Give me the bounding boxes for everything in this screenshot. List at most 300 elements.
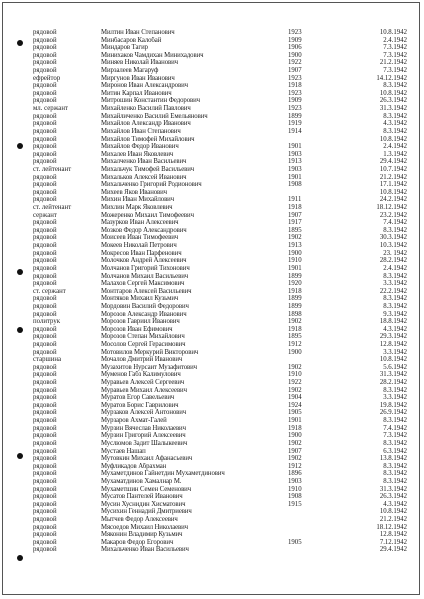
record-row — [33, 75, 417, 83]
record-row — [33, 29, 417, 37]
record-row — [33, 531, 417, 539]
record-death-date: 10.8.1942 — [379, 508, 407, 516]
record-rank: ст. сержант — [33, 287, 66, 295]
record-death-date: 10.7.1942 — [379, 165, 407, 173]
record-birth-year: 1918 — [288, 82, 302, 90]
record-row — [33, 417, 417, 425]
record-name: Макаров Федор Егорович — [101, 538, 174, 546]
record-row — [33, 448, 417, 456]
record-name: Муслюмов Задит Шалыкеевич — [101, 439, 188, 447]
record-death-date: 7.12.1942 — [379, 538, 407, 546]
record-death-date: 8.3.1942 — [383, 417, 407, 425]
record-death-date: 31.3.1942 — [379, 485, 407, 493]
record-death-date: 1.3.1942 — [383, 150, 407, 158]
record-death-date: 4.3.1942 — [383, 120, 407, 128]
record-death-date: 31.3.1942 — [379, 105, 407, 113]
record-row — [33, 52, 417, 60]
record-name: Михальченко Григорий Родионович — [101, 181, 202, 189]
record-name: Минбасаров Калобай — [101, 36, 162, 44]
record-birth-year: 1922 — [288, 379, 302, 387]
record-birth-year: 1923 — [288, 74, 302, 82]
record-death-date: 28.2.1942 — [379, 379, 407, 387]
record-death-date: 4.3.1942 — [383, 500, 407, 508]
record-death-date: 29.4.1942 — [379, 546, 407, 554]
record-row — [33, 402, 417, 410]
record-row — [33, 311, 417, 319]
record-birth-year: 1910 — [288, 257, 302, 265]
record-rank: рядовой — [33, 234, 57, 242]
record-row — [33, 455, 417, 463]
record-row — [33, 90, 417, 98]
record-rank: рядовой — [33, 455, 57, 463]
record-rank: рядовой — [33, 386, 57, 394]
record-rank: рядовой — [33, 371, 57, 379]
record-death-date: 8.3.1942 — [383, 272, 407, 280]
record-row — [33, 470, 417, 478]
record-row — [33, 212, 417, 220]
record-death-date: 8.3.1942 — [383, 295, 407, 303]
record-rank: рядовой — [33, 477, 57, 485]
record-name: Морозов Александр Иванович — [101, 310, 187, 318]
record-row — [33, 318, 417, 326]
record-row — [33, 37, 417, 45]
record-rank: рядовой — [33, 112, 57, 120]
record-name: Михеев Яков Иванович — [101, 188, 167, 196]
record-death-date: 8.3.1942 — [383, 462, 407, 470]
record-death-date: 26.9.1942 — [379, 409, 407, 417]
record-birth-year: 1917 — [288, 219, 302, 227]
record-rank: рядовой — [33, 249, 57, 257]
record-rank: рядовой — [33, 432, 57, 440]
record-rank: рядовой — [33, 219, 57, 227]
record-name: Михайлов Александр Иванович — [101, 120, 191, 128]
record-name: Монтяков Михаил Кузьмич — [101, 295, 179, 303]
record-death-date: 7.3.1942 — [383, 67, 407, 75]
record-rank: рядовой — [33, 120, 57, 128]
record-rank: рядовой — [33, 538, 57, 546]
record-birth-year: 1923 — [288, 89, 302, 97]
record-name: Мусин Хуснидин Хисматович — [101, 500, 186, 508]
record-row — [33, 394, 417, 402]
record-rank: рядовой — [33, 394, 57, 402]
record-death-date: 24.2.1942 — [379, 196, 407, 204]
record-birth-year: 1895 — [288, 333, 302, 341]
record-name: Муратов Егор Савельевич — [101, 394, 175, 402]
record-row — [33, 349, 417, 357]
record-name: Милтин Иван Степанович — [101, 29, 175, 36]
record-birth-year: 1903 — [288, 165, 302, 173]
record-rank: мл. сержант — [33, 105, 68, 113]
record-row — [33, 174, 417, 182]
record-death-date: 17.1.1942 — [379, 181, 407, 189]
record-name: Мордовин Василий Федорович — [101, 302, 189, 310]
record-death-date: 2.4.1942 — [383, 143, 407, 151]
record-row — [33, 151, 417, 159]
record-name: Мурзин Григорий Алексеевич — [101, 432, 186, 440]
record-row — [33, 44, 417, 52]
record-row — [33, 516, 417, 524]
record-name: Морозов Гавриил Иванович — [101, 318, 180, 326]
record-birth-year: 1911 — [288, 196, 302, 204]
record-death-date: 19.8.1942 — [379, 401, 407, 409]
record-name: Мусатов Пантелей Иванович — [101, 493, 183, 501]
binder-hole — [17, 453, 23, 459]
record-rank: рядовой — [33, 333, 57, 341]
record-death-date: 21.2.1942 — [379, 173, 407, 181]
record-birth-year: 1910 — [288, 371, 302, 379]
record-name: Мухаметдинов Гайнетдин Мухаметдинович — [101, 470, 225, 478]
record-row — [33, 82, 417, 90]
record-rank: рядовой — [33, 51, 57, 59]
record-birth-year: 1904 — [288, 394, 302, 402]
record-birth-year: 1906 — [288, 44, 302, 52]
record-row — [33, 280, 417, 288]
record-death-date: 29.3.1942 — [379, 333, 407, 341]
record-death-date: 18.8.1942 — [379, 318, 407, 326]
record-row — [33, 113, 417, 121]
record-rank: рядовой — [33, 500, 57, 508]
record-row — [33, 425, 417, 433]
record-name: Мясоедов Михаил Николаевич — [101, 523, 188, 531]
record-death-date: 28.2.1942 — [379, 257, 407, 265]
record-birth-year: 1918 — [288, 325, 302, 333]
record-name: Муравьев Алексей Сергеевич — [101, 379, 185, 387]
record-name: Мосолов Сергей Герасимович — [101, 340, 186, 348]
record-death-date: 10.8.1942 — [379, 135, 407, 143]
record-row — [33, 524, 417, 532]
record-death-date: 18.12.1942 — [376, 523, 407, 531]
record-row — [33, 326, 417, 334]
record-birth-year: 1899 — [288, 295, 302, 303]
record-death-date: 8.3.1942 — [383, 470, 407, 478]
record-name: Морозов Степан Михайлович — [101, 333, 185, 341]
record-name: Муратов Борис Гаврилович — [101, 401, 179, 409]
record-row — [33, 181, 417, 189]
record-death-date: 6.3.1942 — [383, 447, 407, 455]
record-name: Митрошин Константин Федорович — [101, 97, 200, 105]
record-birth-year: 1899 — [288, 112, 302, 120]
record-rank: рядовой — [33, 242, 57, 250]
record-row — [33, 105, 417, 113]
record-row — [33, 478, 417, 486]
record-birth-year: 1908 — [288, 493, 302, 501]
record-birth-year: 1923 — [288, 29, 302, 36]
record-death-date: 8.3.1942 — [383, 477, 407, 485]
record-row — [33, 158, 417, 166]
record-name: Мустаев Нашап — [101, 447, 146, 455]
record-name: Моисеев Иван Тимофеевич — [101, 234, 179, 242]
record-birth-year: 1900 — [288, 51, 302, 59]
record-birth-year: 1900 — [288, 432, 302, 440]
record-death-date: 3.3.1942 — [383, 394, 407, 402]
record-rank: рядовой — [33, 363, 57, 371]
record-rank: рядовой — [33, 264, 57, 272]
record-death-date: 26.3.1942 — [379, 97, 407, 105]
record-row — [33, 539, 417, 547]
record-death-date: 26.3.1942 — [379, 493, 407, 501]
record-row — [33, 242, 417, 250]
record-rank: рядовой — [33, 67, 57, 75]
record-row — [33, 356, 417, 364]
record-row — [33, 501, 417, 509]
record-row — [33, 128, 417, 136]
record-death-date: 10.8.1942 — [379, 89, 407, 97]
record-rank: ст. лейтенант — [33, 165, 72, 173]
record-rank: рядовой — [33, 97, 57, 105]
record-name: Мурзаров Ахмат-Галей — [101, 417, 167, 425]
record-birth-year: 1918 — [288, 287, 302, 295]
record-death-date: 22.2.1942 — [379, 287, 407, 295]
record-death-date: 10.8.1942 — [379, 188, 407, 196]
binder-holes — [0, 0, 30, 599]
record-row — [33, 333, 417, 341]
binder-hole — [17, 143, 23, 149]
record-rank: сержант — [33, 211, 57, 219]
record-rank: политрук — [33, 318, 61, 326]
record-birth-year: 1902 — [288, 234, 302, 242]
record-name: Муфликадов Абрахман — [101, 462, 167, 470]
record-rank: рядовой — [33, 379, 57, 387]
record-rank: рядовой — [33, 424, 57, 432]
record-name: Музахитов Нурсаит Музафитович — [101, 363, 197, 371]
record-birth-year: 1901 — [288, 417, 302, 425]
record-name: Митин Карпал Иванович — [101, 89, 172, 97]
record-death-date: 8.3.1942 — [383, 226, 407, 234]
record-birth-year: 1896 — [288, 470, 302, 478]
record-rank: рядовой — [33, 310, 57, 318]
record-death-date: 7.3.1942 — [383, 51, 407, 59]
record-rank: рядовой — [33, 508, 57, 516]
record-row — [33, 219, 417, 227]
record-rank: рядовой — [33, 135, 57, 143]
records-list — [33, 29, 417, 554]
record-death-date: 12.8.1942 — [379, 340, 407, 348]
record-rank: рядовой — [33, 470, 57, 478]
record-row — [33, 227, 417, 235]
record-birth-year: 1913 — [288, 158, 302, 166]
record-rank: рядовой — [33, 325, 57, 333]
record-row — [33, 257, 417, 265]
record-row — [33, 387, 417, 395]
record-rank: рядовой — [33, 417, 57, 425]
record-name: Можеренко Михаил Тимофеевич — [101, 211, 194, 219]
record-row — [33, 120, 417, 128]
record-name: Мурзаков Алексей Антонович — [101, 409, 187, 417]
record-row — [33, 440, 417, 448]
record-name: Михайлов Тимофей Михайлович — [101, 135, 195, 143]
record-row — [33, 67, 417, 75]
record-birth-year: 1898 — [288, 310, 302, 318]
record-rank: рядовой — [33, 188, 57, 196]
record-death-date: 2.4.1942 — [383, 264, 407, 272]
record-death-date: 4.3.1942 — [383, 325, 407, 333]
record-rank: рядовой — [33, 59, 57, 67]
record-birth-year: 1914 — [288, 127, 302, 135]
record-birth-year: 1912 — [288, 340, 302, 348]
record-death-date: 21.2.1942 — [379, 516, 407, 523]
record-death-date: 31.3.1942 — [379, 371, 407, 379]
record-row — [33, 364, 417, 372]
record-rank: рядовой — [33, 82, 57, 90]
record-row — [33, 196, 417, 204]
record-name: Михайленко Василий Павлович — [101, 105, 191, 113]
record-birth-year: 1895 — [288, 226, 302, 234]
record-birth-year: 1900 — [288, 348, 302, 356]
record-rank: рядовой — [33, 462, 57, 470]
record-rank: рядовой — [33, 401, 57, 409]
record-row — [33, 409, 417, 417]
record-rank: рядовой — [33, 89, 57, 97]
record-name: Михалченко Иван Васильевич — [101, 158, 187, 166]
record-birth-year: 1920 — [288, 280, 302, 288]
record-birth-year: 1903 — [288, 150, 302, 158]
record-name: Мазурков Иван Алексеевич — [101, 219, 179, 227]
record-birth-year: 1907 — [288, 211, 302, 219]
record-row — [33, 493, 417, 501]
record-name: Михальков Алексей Иванович — [101, 173, 187, 181]
record-name: Мухаматдинов Хамалнар М. — [101, 477, 182, 485]
record-rank: рядовой — [33, 447, 57, 455]
record-row — [33, 166, 417, 174]
record-name: Монтгаров Алексей Васильевич — [101, 287, 192, 295]
record-birth-year: 1912 — [288, 462, 302, 470]
record-name: Молочков Андрей Алексеевич — [101, 257, 187, 265]
record-death-date: 23. 1942 — [383, 249, 407, 257]
record-name: Мяконин Владимир Кузьмич — [101, 531, 183, 539]
record-death-date: 7.3.1942 — [383, 44, 407, 52]
record-rank: рядовой — [33, 173, 57, 181]
record-name: Миндаров Тагир — [101, 44, 148, 52]
record-row — [33, 204, 417, 212]
record-rank: рядовой — [33, 36, 57, 44]
record-row — [33, 143, 417, 151]
record-rank: рядовой — [33, 127, 57, 135]
record-death-date: 7.3.1942 — [383, 432, 407, 440]
record-row — [33, 371, 417, 379]
binder-hole — [17, 269, 23, 275]
record-rank: рядовой — [33, 348, 57, 356]
record-name: Мочалов Дмитрий Иванович — [101, 356, 183, 364]
record-birth-year: 1918 — [288, 424, 302, 432]
record-death-date: 2.4.1942 — [383, 36, 407, 44]
record-name: Минихаков Чамдихан Минихадович — [101, 51, 204, 59]
record-death-date: 14.12.1942 — [376, 74, 407, 82]
record-birth-year: 1919 — [288, 120, 302, 128]
record-row — [33, 273, 417, 281]
record-row — [33, 341, 417, 349]
record-name: Мирзалеев Магаруф — [101, 67, 159, 75]
record-row — [33, 303, 417, 311]
record-birth-year: 1908 — [288, 181, 302, 189]
record-birth-year: 1902 — [288, 455, 302, 463]
record-row — [33, 234, 417, 242]
record-rank: ефрейтор — [33, 74, 61, 82]
record-death-date: 21.2.1942 — [379, 59, 407, 67]
record-rank: рядовой — [33, 150, 57, 158]
record-birth-year: 1899 — [288, 302, 302, 310]
record-name: Малахов Сергей Максимович — [101, 280, 185, 288]
record-rank: рядовой — [33, 531, 57, 539]
record-rank: рядовой — [33, 158, 57, 166]
record-death-date: 3.3.1942 — [383, 348, 407, 356]
record-name: Мокеев Николай Петрович — [101, 242, 177, 250]
record-rank: рядовой — [33, 493, 57, 501]
record-death-date: 9.3.1942 — [383, 310, 407, 318]
record-birth-year: 1915 — [288, 500, 302, 508]
record-death-date: 10.3.1942 — [379, 242, 407, 250]
record-name: Михайлов Иван Степанович — [101, 127, 181, 135]
record-rank: рядовой — [33, 257, 57, 265]
binder-hole — [17, 327, 23, 333]
record-name: Миронов Иван Александрович — [101, 82, 188, 90]
binder-hole — [17, 40, 23, 46]
record-birth-year: 1907 — [288, 67, 302, 75]
record-death-date: 29.4.1942 — [379, 158, 407, 166]
record-birth-year: 1905 — [288, 409, 302, 417]
record-birth-year: 1900 — [288, 249, 302, 257]
record-rank: рядовой — [33, 226, 57, 234]
record-row — [33, 432, 417, 440]
record-row — [33, 463, 417, 471]
record-death-date: 12.8.1942 — [379, 531, 407, 539]
record-rank: ст. лейтенант — [33, 204, 72, 212]
record-death-date: 8.3.1942 — [383, 112, 407, 120]
record-row — [33, 97, 417, 105]
record-name: Мухаметшин Семен Семенович — [101, 485, 192, 493]
record-name: Муравьев Михаил Алексеевич — [101, 386, 187, 394]
record-birth-year: 1903 — [288, 477, 302, 485]
record-name: Миняев Николай Иванович — [101, 59, 178, 67]
record-name: Михалев Иван Яковлевич — [101, 150, 174, 158]
record-name: Михальченко Иван Васильевич — [101, 546, 189, 554]
record-death-date: 10.8.1942 — [379, 356, 407, 364]
record-rank: рядовой — [33, 439, 57, 447]
record-name: Мокресов Иван Парфенович — [101, 249, 182, 257]
record-name: Морозов Иван Ефимович — [101, 325, 173, 333]
record-birth-year: 1918 — [288, 204, 302, 212]
record-death-date: 10.8.1942 — [379, 29, 407, 36]
record-birth-year: 1901 — [288, 143, 302, 151]
record-row — [33, 288, 417, 296]
record-row — [33, 189, 417, 197]
record-birth-year: 1909 — [288, 97, 302, 105]
record-birth-year: 1923 — [288, 105, 302, 113]
record-birth-year: 1901 — [288, 173, 302, 181]
record-death-date: 8.3.1942 — [383, 439, 407, 447]
record-birth-year: 1905 — [288, 538, 302, 546]
record-name: Мутовкин Михаил Афанасьевич — [101, 455, 193, 463]
record-name: Мытчев Федор Алексеевич — [101, 516, 178, 523]
record-birth-year: 1913 — [288, 242, 302, 250]
record-birth-year: 1899 — [288, 272, 302, 280]
record-death-date: 18.12.1942 — [376, 204, 407, 212]
record-rank: рядовой — [33, 302, 57, 310]
record-rank: рядовой — [33, 485, 57, 493]
record-row — [33, 295, 417, 303]
record-death-date: 8.3.1942 — [383, 127, 407, 135]
record-birth-year: 1902 — [288, 363, 302, 371]
record-birth-year: 1901 — [288, 264, 302, 272]
record-name: Миргунов Иван Иванович — [101, 74, 175, 82]
record-rank: рядовой — [33, 44, 57, 52]
record-death-date: 7.4.1942 — [383, 424, 407, 432]
record-rank: рядовой — [33, 546, 57, 554]
record-death-date: 3.3.1942 — [383, 280, 407, 288]
record-rank: рядовой — [33, 280, 57, 288]
record-name: Мусихин Геннадий Дмитриевич — [101, 508, 192, 516]
record-rank: рядовой — [33, 272, 57, 280]
record-name: Муменов Габз Калимулович — [101, 371, 181, 379]
